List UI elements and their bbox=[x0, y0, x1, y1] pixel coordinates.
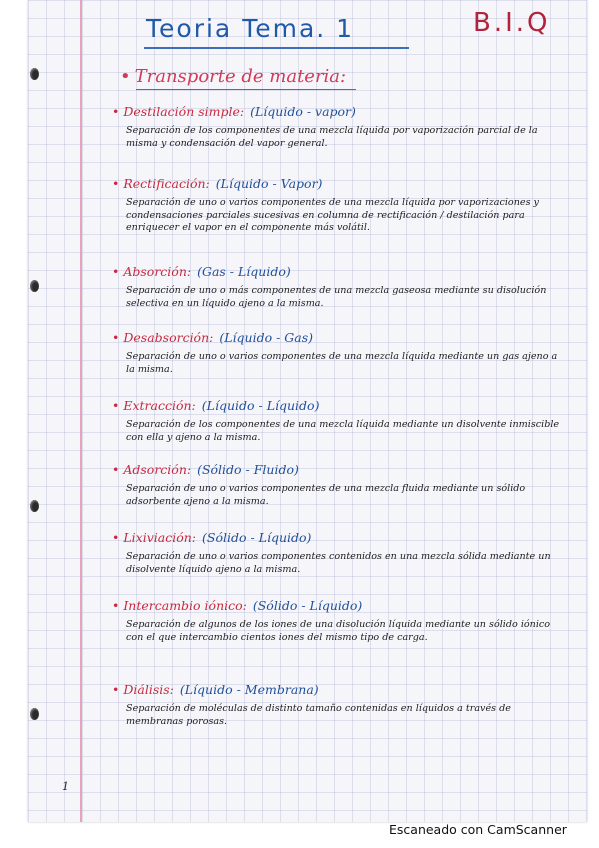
bullet-icon: • bbox=[112, 462, 124, 477]
binder-hole bbox=[30, 68, 39, 80]
process-entry bbox=[112, 330, 572, 376]
process-name: Destilación simple: bbox=[123, 104, 245, 119]
subject-label: B.I.Q bbox=[473, 8, 551, 38]
heading-underline bbox=[136, 89, 356, 90]
process-header bbox=[112, 176, 572, 191]
process-entry bbox=[112, 176, 572, 235]
process-entry bbox=[112, 104, 572, 150]
process-name: Adsorción: bbox=[123, 462, 192, 477]
process-header bbox=[112, 682, 572, 697]
binder-hole bbox=[30, 500, 39, 512]
process-phases: (Líquido - Membrana) bbox=[179, 682, 319, 697]
process-entry bbox=[112, 264, 572, 310]
process-name: Rectificación: bbox=[123, 176, 210, 191]
process-header bbox=[112, 530, 572, 545]
bullet-icon: • bbox=[112, 104, 124, 119]
process-phases: (Líquido - Gas) bbox=[219, 330, 314, 345]
process-description: Separación de uno o más componentes de una mezcla gaseosa mediante su disolución selectiva en un líquido ajeno a la misma. bbox=[126, 285, 547, 309]
bullet-icon: • bbox=[112, 330, 124, 345]
bullet-icon: • bbox=[112, 264, 124, 279]
process-description: Separación de uno o varios componentes de una mezcla líquida mediante un gas ajeno a la misma. bbox=[126, 351, 558, 375]
process-name: Desabsorción: bbox=[123, 330, 214, 345]
process-description: Separación de algunos de los iones de una disolución líquida mediante un sólido iónico con el que intercambio cientos iones del mismo tipo de carga. bbox=[126, 619, 551, 643]
process-header bbox=[112, 462, 572, 477]
process-header bbox=[112, 598, 572, 613]
bullet-icon: • bbox=[112, 682, 124, 697]
notebook-page bbox=[28, 0, 587, 822]
process-description: Separación de los componentes de una mezcla líquida mediante un disolvente inmiscible con ella y ajeno a la misma. bbox=[126, 419, 560, 443]
bullet-icon: • bbox=[112, 398, 124, 413]
page-title: Teoria Tema. 1 bbox=[146, 14, 355, 43]
title-underline bbox=[144, 47, 409, 49]
process-description: Separación de uno o varios componentes de una mezcla líquida por vaporizaciones y condensaciones parciales sucesivas en columna de rectificación / destilación para enriquecer el vapor en el componente más volátil. bbox=[126, 197, 539, 233]
scanner-watermark: Escaneado con CamScanner bbox=[389, 822, 567, 837]
process-phases: (Sólido - Líquido) bbox=[202, 530, 312, 545]
bullet-icon: • bbox=[120, 66, 131, 87]
process-entry bbox=[112, 398, 572, 444]
process-description: Separación de uno o varios componentes contenidos en una mezcla sólida mediante un disolvente líquido ajeno a la misma. bbox=[126, 551, 551, 575]
bullet-icon: • bbox=[112, 176, 124, 191]
process-name: Intercambio iónico: bbox=[123, 598, 247, 613]
process-description: Separación de uno o varios componentes de una mezcla fluida mediante un sólido adsorbente ajeno a la misma. bbox=[126, 483, 526, 507]
bullet-icon: • bbox=[112, 530, 124, 545]
process-entry bbox=[112, 462, 572, 508]
heading-text: Transporte de materia: bbox=[134, 66, 347, 87]
process-phases: (Gas - Líquido) bbox=[197, 264, 291, 279]
process-name: Extracción: bbox=[123, 398, 196, 413]
process-header bbox=[112, 264, 572, 279]
process-header bbox=[112, 398, 572, 413]
section-heading bbox=[120, 66, 346, 87]
process-name: Lixiviación: bbox=[123, 530, 197, 545]
process-entry bbox=[112, 530, 572, 576]
process-phases: (Líquido - Vapor) bbox=[215, 176, 323, 191]
process-header bbox=[112, 104, 572, 119]
process-phases: (Líquido - Líquido) bbox=[201, 398, 320, 413]
margin-line bbox=[80, 0, 82, 822]
process-entry bbox=[112, 682, 572, 728]
page-number: 1 bbox=[62, 780, 69, 793]
process-phases: (Sólido - Líquido) bbox=[252, 598, 363, 613]
process-description: Separación de los componentes de una mezcla líquida por vaporización parcial de la misma y condensación del vapor general. bbox=[126, 125, 538, 149]
bullet-icon: • bbox=[112, 598, 124, 613]
process-phases: (Sólido - Fluido) bbox=[197, 462, 299, 477]
process-name: Absorción: bbox=[123, 264, 192, 279]
binder-hole bbox=[30, 280, 39, 292]
process-description: Separación de moléculas de distinto tamaño contenidas en líquidos a través de membranas porosas. bbox=[126, 703, 511, 727]
process-header bbox=[112, 330, 572, 345]
binder-hole bbox=[30, 708, 39, 720]
process-entry bbox=[112, 598, 572, 644]
process-phases: (Líquido - vapor) bbox=[250, 104, 356, 119]
process-name: Diálisis: bbox=[123, 682, 174, 697]
